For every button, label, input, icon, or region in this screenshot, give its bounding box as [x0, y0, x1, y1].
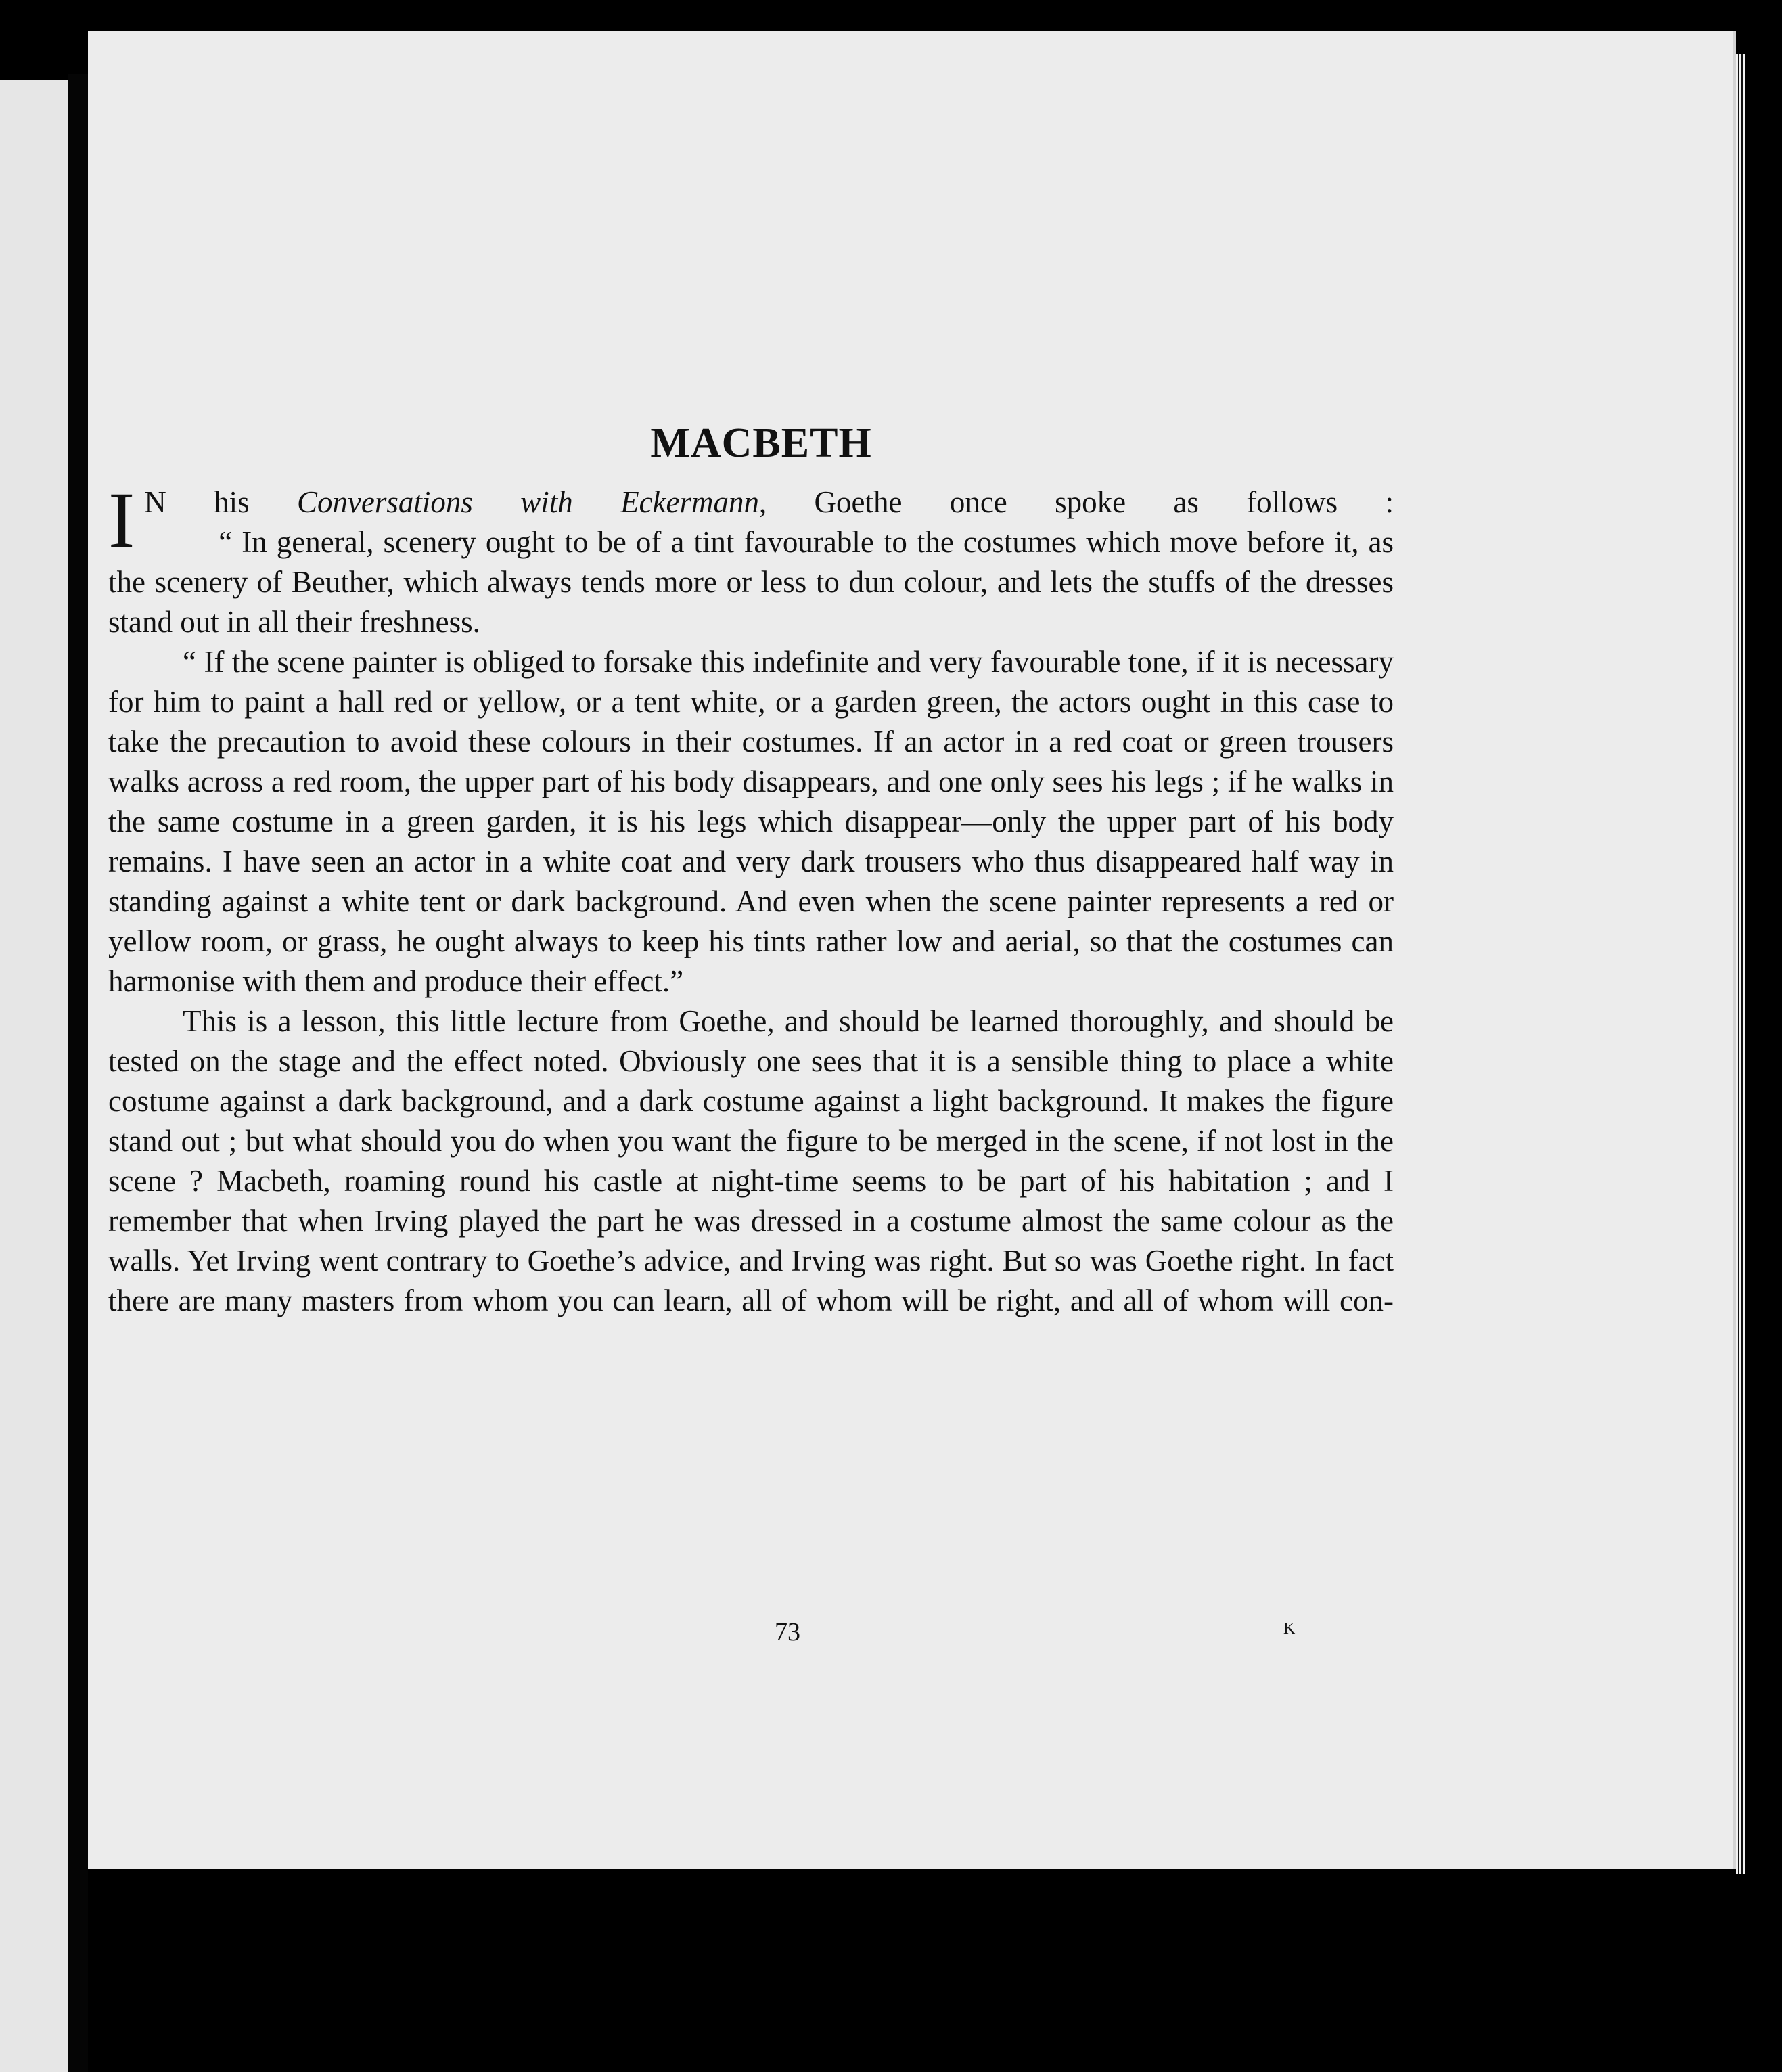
paragraph-opening — [108, 476, 1394, 564]
chapter-title: MACBETH — [650, 420, 872, 466]
signature-mark: K — [1283, 1620, 1296, 1638]
page-stack-edge — [1736, 54, 1745, 1874]
book-gutter — [68, 74, 88, 2072]
paragraph-quote-1: “ In general, scenery ought to be of a tint favourable to the costumes which move before it, as the scenery of Beuther, which always tends more or less to dun colour, and lets the stuffs of the dresses stand out in all their freshness. — [108, 525, 1394, 639]
opening-text: N his — [144, 485, 297, 519]
opening-text-end: , Goethe once spoke as follows : — [759, 485, 1394, 519]
text-block — [108, 420, 1394, 1321]
paragraph-quote-2: “ If the scene painter is obliged to forsake this indefinite and very favourable tone, if it is necessary for him to paint a hall red or yellow, or a tent white, or a garden green, the actors ought in this case to take the precaution to avoid these colours in their costumes. If an actor in a red coat or green trousers walks across a red room, the upper part of his body disappears, and one only sees his legs ; if he walks in the same costume in a green garden, it is his legs which disappear—only the upper part of his body remains. I have seen an actor in a white coat and very dark trousers who thus disappeared half way in standing against a white tent or dark background. And even when the scene painter represents a red or yellow room, or grass, he ought always to keep his tints rather low and aerial, so that the costumes can harmonise with them and produce their effect.” — [108, 645, 1394, 998]
drop-cap: I — [108, 476, 135, 564]
page-number: 73 — [775, 1618, 800, 1646]
left-page-edge — [0, 80, 68, 2072]
paragraph-commentary: This is a lesson, this little lecture from Goethe, and should be learned thoroughly, and should be tested on the stage and the effect noted. Obviously one sees that it is a sensible thing to place a white costume against a dark background, and a dark costume against a light background. It makes the figure stand out ; but what should you do when you want the figure to be merged in the scene, if not lost in the scene ? Macbeth, roaming round his castle at night-time seems to be part of his habitation ; and I remember that when Irving played the part he was dressed in a costume almost the same colour as the walls. Yet Irving went contrary to Goethe’s advice, and Irving was right. But so was Goethe right. In fact there are many masters from whom you can learn, all of whom will be right, and all of whom will con- — [108, 1004, 1394, 1317]
book-title-italic: Conversations with Eckermann — [296, 485, 759, 519]
